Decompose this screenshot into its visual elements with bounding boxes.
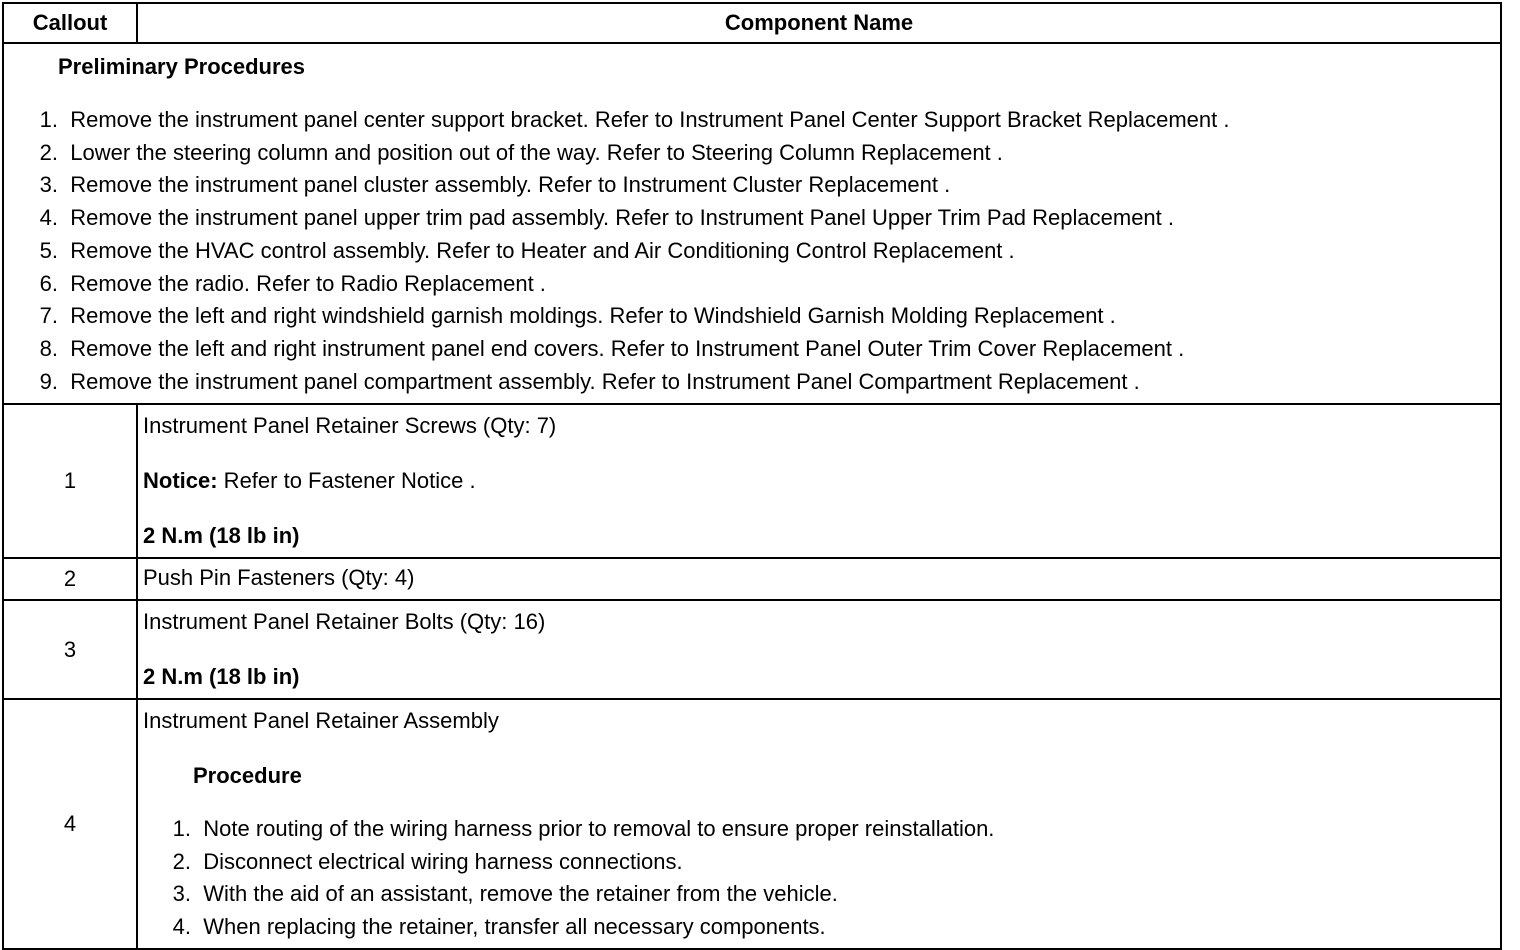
- step-number: 5.: [39, 237, 58, 263]
- callout-header: Callout: [3, 3, 137, 43]
- list-item: [4, 333, 1500, 366]
- procedure-steps: [143, 813, 1500, 944]
- step-text: Remove the instrument panel compartment assembly. Refer to Instrument Panel Compartment Replacement .: [70, 368, 1140, 394]
- step-text: With the aid of an assistant, remove the retainer from the vehicle.: [203, 881, 838, 907]
- step-number: 7.: [39, 303, 58, 329]
- step-number: 6.: [39, 270, 58, 296]
- step-number: 1.: [39, 107, 58, 132]
- step-number: 2.: [172, 848, 191, 874]
- step-number: 8.: [39, 335, 58, 361]
- component-name: Push Pin Fasteners (Qty: 4): [143, 565, 415, 590]
- list-item: [143, 878, 1500, 911]
- step-number: 4.: [39, 205, 58, 231]
- step-text: When replacing the retainer, transfer all necessary components.: [203, 914, 826, 940]
- component-name: Instrument Panel Retainer Screws (Qty: 7): [143, 413, 557, 438]
- callout-number: 2: [3, 558, 137, 600]
- step-text: Remove the left and right instrument panel end covers. Refer to Instrument Panel Outer Trim Cover Replacement .: [70, 335, 1185, 361]
- step-number: 3.: [172, 881, 191, 907]
- list-item: [4, 366, 1500, 399]
- procedure-title: Procedure: [193, 763, 302, 788]
- step-text: Note routing of the wiring harness prior to removal to ensure proper reinstallation.: [203, 816, 995, 841]
- component-name-header: Component Name: [137, 3, 1501, 43]
- step-text: Remove the HVAC control assembly. Refer to Heater and Air Conditioning Control Replacement .: [70, 237, 1015, 263]
- list-item: [143, 813, 1500, 846]
- table-row: [3, 558, 1501, 600]
- preliminary-cell: [3, 43, 1501, 404]
- step-text: Disconnect electrical wiring harness connections.: [203, 848, 683, 874]
- step-text: Remove the instrument panel cluster assembly. Refer to Instrument Cluster Replacement .: [70, 172, 951, 198]
- step-number: 2.: [39, 139, 58, 165]
- list-item: [4, 268, 1500, 301]
- callout-number: 1: [3, 404, 137, 558]
- notice-line: [143, 464, 1500, 498]
- callout-number: 4: [3, 699, 137, 949]
- component-cell: [137, 558, 1501, 600]
- step-text: Lower the steering column and position out of the way. Refer to Steering Column Replacement .: [70, 139, 1003, 165]
- torque-spec: 2 N.m (18 lb in): [143, 523, 300, 548]
- preliminary-row: [3, 43, 1501, 404]
- list-item: [143, 911, 1500, 944]
- component-cell: [137, 699, 1501, 949]
- step-number: 4.: [172, 914, 191, 940]
- step-number: 1.: [172, 816, 191, 841]
- step-text: Remove the instrument panel center support bracket. Refer to Instrument Panel Center Support Bracket Replacement .: [70, 107, 1230, 132]
- list-item: [4, 300, 1500, 333]
- step-text: Remove the instrument panel upper trim pad assembly. Refer to Instrument Panel Upper Trim Pad Replacement .: [70, 205, 1175, 231]
- preliminary-title: Preliminary Procedures: [58, 54, 306, 79]
- list-item: [4, 137, 1500, 170]
- table-row: [3, 404, 1501, 558]
- notice-label: Notice:: [143, 468, 218, 493]
- list-item: [4, 169, 1500, 202]
- preliminary-steps: [4, 104, 1500, 398]
- step-text: Remove the radio. Refer to Radio Replacement .: [70, 270, 546, 296]
- notice-text: Refer to Fastener Notice .: [217, 468, 476, 493]
- component-cell: [137, 404, 1501, 558]
- list-item: [4, 235, 1500, 268]
- list-item: [4, 104, 1500, 137]
- callout-number: 3: [3, 600, 137, 699]
- header-row: [3, 3, 1501, 43]
- list-item: [143, 846, 1500, 879]
- step-text: Remove the left and right windshield garnish moldings. Refer to Windshield Garnish Molding Replacement .: [70, 303, 1116, 329]
- table-row: [3, 699, 1501, 949]
- step-number: 9.: [39, 368, 58, 394]
- component-cell: [137, 600, 1501, 699]
- component-name: Instrument Panel Retainer Assembly: [143, 708, 499, 733]
- step-number: 3.: [39, 172, 58, 198]
- component-table: [2, 2, 1502, 950]
- table-row: [3, 600, 1501, 699]
- list-item: [4, 202, 1500, 235]
- component-name: Instrument Panel Retainer Bolts (Qty: 16): [143, 609, 546, 634]
- torque-spec: 2 N.m (18 lb in): [143, 664, 300, 689]
